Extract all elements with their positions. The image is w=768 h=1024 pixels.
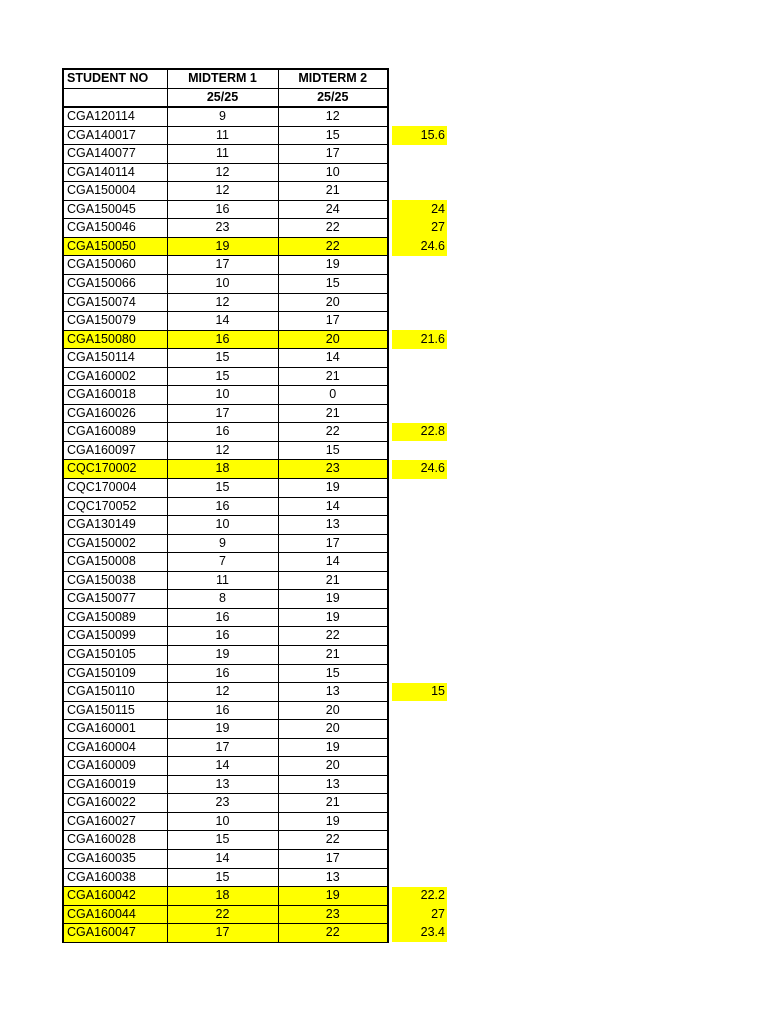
midterm1-score-cell[interactable]: 9	[167, 534, 278, 553]
table-row	[63, 590, 447, 609]
adjusted-score-cell[interactable]	[392, 404, 447, 423]
student-id-cell[interactable]: CGA150109	[63, 664, 167, 683]
midterm1-score-cell[interactable]: 8	[167, 590, 278, 609]
midterm2-score-cell[interactable]: 21	[278, 571, 388, 590]
midterm1-score-cell[interactable]: 14	[167, 757, 278, 776]
midterm2-score-cell[interactable]: 20	[278, 720, 388, 739]
midterm1-score-cell[interactable]: 18	[167, 460, 278, 479]
adjusted-score-cell[interactable]	[392, 812, 447, 831]
table-row	[63, 386, 447, 405]
midterm2-score-cell[interactable]: 22	[278, 627, 388, 646]
midterm1-score-cell[interactable]: 10	[167, 516, 278, 535]
midterm2-score-cell[interactable]: 20	[278, 757, 388, 776]
midterm2-header[interactable]: MIDTERM 2	[278, 69, 388, 88]
table-row	[63, 163, 447, 182]
adjusted-score-cell[interactable]	[392, 534, 447, 553]
midterm1-score-cell[interactable]: 10	[167, 275, 278, 294]
student-id-cell[interactable]: CGA160001	[63, 720, 167, 739]
adjusted-score-cell[interactable]	[392, 516, 447, 535]
midterm2-score-cell[interactable]: 10	[278, 163, 388, 182]
table-row	[63, 683, 447, 702]
student-id-cell[interactable]: CGA160044	[63, 905, 167, 924]
midterm2-score-cell[interactable]: 23	[278, 905, 388, 924]
adjusted-score-cell[interactable]: 27	[392, 905, 447, 924]
midterm1-score-cell[interactable]: 17	[167, 404, 278, 423]
adjusted-score-cell[interactable]: 22.8	[392, 423, 447, 442]
student-id-cell[interactable]: CQC170004	[63, 479, 167, 498]
table-row	[63, 404, 447, 423]
table-row	[63, 460, 447, 479]
midterm1-score-cell[interactable]: 17	[167, 256, 278, 275]
midterm2-score-cell[interactable]: 12	[278, 107, 388, 126]
student-id-cell[interactable]: CGA120114	[63, 107, 167, 126]
adjusted-score-cell[interactable]	[392, 107, 447, 126]
midterm1-score-cell[interactable]: 15	[167, 868, 278, 887]
midterm2-score-cell[interactable]: 19	[278, 887, 388, 906]
adjusted-score-cell[interactable]: 22.2	[392, 887, 447, 906]
adjusted-score-cell[interactable]: 24	[392, 200, 447, 219]
student-id-cell[interactable]: CGA160097	[63, 441, 167, 460]
midterm1-score-cell[interactable]: 16	[167, 497, 278, 516]
student-id-cell[interactable]: CGA160004	[63, 738, 167, 757]
midterm1-score-cell[interactable]: 14	[167, 849, 278, 868]
student-id-cell[interactable]: CGA140017	[63, 126, 167, 145]
adjusted-score-cell[interactable]	[392, 831, 447, 850]
table-row	[63, 330, 447, 349]
midterm2-score-cell[interactable]: 22	[278, 831, 388, 850]
midterm1-score-cell[interactable]: 22	[167, 905, 278, 924]
midterm1-score-cell[interactable]: 16	[167, 330, 278, 349]
student-id-cell[interactable]: CGA150050	[63, 237, 167, 256]
student-id-cell[interactable]: CGA160035	[63, 849, 167, 868]
adjusted-score-cell[interactable]	[392, 664, 447, 683]
student-id-cell[interactable]: CGA150008	[63, 553, 167, 572]
student-id-cell[interactable]: CGA150038	[63, 571, 167, 590]
adjusted-score-cell[interactable]	[392, 775, 447, 794]
student-id-cell[interactable]: CGA150066	[63, 275, 167, 294]
midterm1-max[interactable]: 25/25	[167, 88, 278, 107]
midterm2-score-cell[interactable]: 15	[278, 664, 388, 683]
midterm2-score-cell[interactable]: 19	[278, 479, 388, 498]
midterm1-score-cell[interactable]: 23	[167, 219, 278, 238]
student-id-cell[interactable]: CGA140077	[63, 145, 167, 164]
midterm2-score-cell[interactable]: 24	[278, 200, 388, 219]
adjusted-score-cell[interactable]	[392, 163, 447, 182]
table-row	[63, 293, 447, 312]
adjusted-score-cell[interactable]	[392, 349, 447, 368]
table-row	[63, 645, 447, 664]
adjusted-score-cell[interactable]	[392, 571, 447, 590]
midterm2-score-cell[interactable]: 22	[278, 924, 388, 943]
midterm1-score-cell[interactable]: 13	[167, 775, 278, 794]
student-id-cell[interactable]: CGA150002	[63, 534, 167, 553]
midterm2-score-cell[interactable]: 15	[278, 275, 388, 294]
table-row	[63, 571, 447, 590]
student-id-cell[interactable]: CGA150115	[63, 701, 167, 720]
midterm1-score-cell[interactable]: 9	[167, 107, 278, 126]
midterm1-score-cell[interactable]: 12	[167, 441, 278, 460]
midterm2-max[interactable]: 25/25	[278, 88, 388, 107]
header-row	[63, 69, 447, 88]
table-row	[63, 868, 447, 887]
student-id-cell[interactable]: CGA160047	[63, 924, 167, 943]
midterm1-score-cell[interactable]: 15	[167, 479, 278, 498]
adjusted-score-cell[interactable]	[392, 720, 447, 739]
student-id-cell[interactable]: CGA150074	[63, 293, 167, 312]
table-row	[63, 516, 447, 535]
adjusted-score-cell[interactable]	[392, 553, 447, 572]
table-body	[63, 107, 447, 942]
midterm2-score-cell[interactable]: 20	[278, 701, 388, 720]
midterm1-score-cell[interactable]: 14	[167, 312, 278, 331]
midterm1-score-cell[interactable]: 11	[167, 145, 278, 164]
midterm1-score-cell[interactable]: 16	[167, 664, 278, 683]
adjusted-score-cell[interactable]	[392, 275, 447, 294]
midterm2-score-cell[interactable]: 17	[278, 849, 388, 868]
midterm1-score-cell[interactable]: 12	[167, 683, 278, 702]
midterm1-score-cell[interactable]: 16	[167, 608, 278, 627]
midterm1-score-cell[interactable]: 23	[167, 794, 278, 813]
table-row	[63, 237, 447, 256]
midterm1-score-cell[interactable]: 19	[167, 237, 278, 256]
student-id-cell[interactable]: CGA150089	[63, 608, 167, 627]
adjusted-score-cell[interactable]	[392, 868, 447, 887]
midterm1-score-cell[interactable]: 18	[167, 887, 278, 906]
student-no-header[interactable]: STUDENT NO	[63, 69, 167, 88]
table-row	[63, 627, 447, 646]
table-row	[63, 738, 447, 757]
table-row	[63, 701, 447, 720]
midterm1-score-cell[interactable]: 10	[167, 812, 278, 831]
table-row	[63, 497, 447, 516]
student-id-cell[interactable]: CGA140114	[63, 163, 167, 182]
adjusted-score-cell[interactable]	[392, 757, 447, 776]
table-row	[63, 608, 447, 627]
table-row	[63, 905, 447, 924]
table-row	[63, 534, 447, 553]
midterm2-score-cell[interactable]: 21	[278, 367, 388, 386]
table-row	[63, 812, 447, 831]
extra-subheader[interactable]	[392, 88, 447, 107]
student-id-cell[interactable]: CGA150060	[63, 256, 167, 275]
table-row	[63, 720, 447, 739]
midterm2-score-cell[interactable]: 21	[278, 645, 388, 664]
midterm2-score-cell[interactable]: 19	[278, 738, 388, 757]
midterm2-score-cell[interactable]: 17	[278, 312, 388, 331]
student-id-cell[interactable]: CGA160089	[63, 423, 167, 442]
student-id-cell[interactable]: CGA150077	[63, 590, 167, 609]
adjusted-score-cell[interactable]	[392, 367, 447, 386]
adjusted-score-cell[interactable]	[392, 794, 447, 813]
midterm1-score-cell[interactable]: 7	[167, 553, 278, 572]
student-id-cell[interactable]: CGA160028	[63, 831, 167, 850]
adjusted-score-cell[interactable]	[392, 479, 447, 498]
table-row	[63, 256, 447, 275]
midterm2-score-cell[interactable]: 22	[278, 237, 388, 256]
table-row	[63, 553, 447, 572]
adjusted-score-cell[interactable]	[392, 145, 447, 164]
table-row	[63, 145, 447, 164]
adjusted-score-cell[interactable]: 24.6	[392, 237, 447, 256]
adjusted-score-cell[interactable]	[392, 701, 447, 720]
adjusted-score-cell[interactable]	[392, 627, 447, 646]
table-row	[63, 126, 447, 145]
adjusted-score-cell[interactable]	[392, 590, 447, 609]
table-row	[63, 367, 447, 386]
adjusted-score-cell[interactable]: 21.6	[392, 330, 447, 349]
adjusted-score-cell[interactable]: 24.6	[392, 460, 447, 479]
student-id-cell[interactable]: CGA160022	[63, 794, 167, 813]
student-id-cell[interactable]: CGA150004	[63, 182, 167, 201]
midterm2-score-cell[interactable]: 13	[278, 683, 388, 702]
adjusted-score-cell[interactable]	[392, 182, 447, 201]
student-id-cell[interactable]: CGA160026	[63, 404, 167, 423]
adjusted-score-cell[interactable]	[392, 441, 447, 460]
midterm2-score-cell[interactable]: 21	[278, 404, 388, 423]
student-id-cell[interactable]: CGA150080	[63, 330, 167, 349]
midterm2-score-cell[interactable]: 13	[278, 868, 388, 887]
adjusted-score-cell[interactable]: 23.4	[392, 924, 447, 943]
table-row	[63, 794, 447, 813]
midterm1-score-cell[interactable]: 16	[167, 627, 278, 646]
adjusted-score-cell[interactable]	[392, 608, 447, 627]
midterm2-score-cell[interactable]: 13	[278, 775, 388, 794]
adjusted-score-cell[interactable]	[392, 849, 447, 868]
midterm2-score-cell[interactable]: 21	[278, 794, 388, 813]
student-id-cell[interactable]: CGA150045	[63, 200, 167, 219]
grades-table	[62, 68, 448, 943]
midterm2-score-cell[interactable]: 19	[278, 608, 388, 627]
student-id-cell[interactable]: CGA150110	[63, 683, 167, 702]
table-row	[63, 664, 447, 683]
student-id-cell[interactable]: CQC170052	[63, 497, 167, 516]
midterm2-score-cell[interactable]: 22	[278, 423, 388, 442]
table-row	[63, 182, 447, 201]
table-row	[63, 887, 447, 906]
table-row	[63, 849, 447, 868]
midterm2-score-cell[interactable]: 20	[278, 330, 388, 349]
midterm1-score-cell[interactable]: 11	[167, 571, 278, 590]
midterm2-score-cell[interactable]: 14	[278, 349, 388, 368]
table-row	[63, 275, 447, 294]
midterm2-score-cell[interactable]: 19	[278, 256, 388, 275]
student-id-cell[interactable]: CGA160002	[63, 367, 167, 386]
adjusted-score-cell[interactable]: 27	[392, 219, 447, 238]
midterm2-score-cell[interactable]: 0	[278, 386, 388, 405]
student-id-cell[interactable]: CGA130149	[63, 516, 167, 535]
midterm1-header[interactable]: MIDTERM 1	[167, 69, 278, 88]
table-row	[63, 423, 447, 442]
student-id-cell[interactable]: CGA160019	[63, 775, 167, 794]
midterm1-score-cell[interactable]: 17	[167, 738, 278, 757]
adjusted-score-cell[interactable]: 15	[392, 683, 447, 702]
student-no-subheader[interactable]	[63, 88, 167, 107]
midterm1-score-cell[interactable]: 12	[167, 182, 278, 201]
adjusted-score-cell[interactable]	[392, 256, 447, 275]
student-id-cell[interactable]: CGA160018	[63, 386, 167, 405]
student-id-cell[interactable]: CQC170002	[63, 460, 167, 479]
table-row	[63, 757, 447, 776]
midterm2-score-cell[interactable]: 19	[278, 812, 388, 831]
student-id-cell[interactable]: CGA160042	[63, 887, 167, 906]
table-row	[63, 349, 447, 368]
table-row	[63, 200, 447, 219]
student-id-cell[interactable]: CGA160009	[63, 757, 167, 776]
midterm1-score-cell[interactable]: 12	[167, 163, 278, 182]
midterm2-score-cell[interactable]: 23	[278, 460, 388, 479]
midterm2-score-cell[interactable]: 14	[278, 553, 388, 572]
table-row	[63, 107, 447, 126]
midterm2-score-cell[interactable]: 14	[278, 497, 388, 516]
table-row	[63, 312, 447, 331]
adjusted-score-cell[interactable]	[392, 386, 447, 405]
midterm2-score-cell[interactable]: 15	[278, 441, 388, 460]
table-row	[63, 924, 447, 943]
table-row	[63, 775, 447, 794]
midterm2-score-cell[interactable]: 20	[278, 293, 388, 312]
adjusted-score-cell[interactable]	[392, 645, 447, 664]
midterm2-score-cell[interactable]: 13	[278, 516, 388, 535]
table-row	[63, 831, 447, 850]
midterm1-score-cell[interactable]: 16	[167, 701, 278, 720]
midterm1-score-cell[interactable]: 19	[167, 720, 278, 739]
table-row	[63, 219, 447, 238]
midterm2-score-cell[interactable]: 22	[278, 219, 388, 238]
midterm2-score-cell[interactable]: 17	[278, 534, 388, 553]
student-id-cell[interactable]: CGA160027	[63, 812, 167, 831]
adjusted-score-cell[interactable]	[392, 312, 447, 331]
midterm1-score-cell[interactable]: 15	[167, 349, 278, 368]
adjusted-score-cell[interactable]	[392, 293, 447, 312]
midterm2-score-cell[interactable]: 19	[278, 590, 388, 609]
midterm1-score-cell[interactable]: 15	[167, 831, 278, 850]
midterm1-score-cell[interactable]: 11	[167, 126, 278, 145]
midterm2-score-cell[interactable]: 17	[278, 145, 388, 164]
student-id-cell[interactable]: CGA160038	[63, 868, 167, 887]
midterm1-score-cell[interactable]: 10	[167, 386, 278, 405]
max-score-row	[63, 88, 447, 107]
midterm2-score-cell[interactable]: 15	[278, 126, 388, 145]
adjusted-score-cell[interactable]: 15.6	[392, 126, 447, 145]
midterm1-score-cell[interactable]: 19	[167, 645, 278, 664]
student-id-cell[interactable]: CGA150114	[63, 349, 167, 368]
midterm1-score-cell[interactable]: 15	[167, 367, 278, 386]
midterm2-score-cell[interactable]: 21	[278, 182, 388, 201]
student-id-cell[interactable]: CGA150079	[63, 312, 167, 331]
table-row	[63, 479, 447, 498]
student-id-cell[interactable]: CGA150046	[63, 219, 167, 238]
extra-header[interactable]	[392, 69, 447, 88]
adjusted-score-cell[interactable]	[392, 738, 447, 757]
table-row	[63, 441, 447, 460]
midterm1-score-cell[interactable]: 16	[167, 200, 278, 219]
midterm1-score-cell[interactable]: 16	[167, 423, 278, 442]
midterm1-score-cell[interactable]: 17	[167, 924, 278, 943]
student-id-cell[interactable]: CGA150099	[63, 627, 167, 646]
midterm1-score-cell[interactable]: 12	[167, 293, 278, 312]
adjusted-score-cell[interactable]	[392, 497, 447, 516]
student-id-cell[interactable]: CGA150105	[63, 645, 167, 664]
